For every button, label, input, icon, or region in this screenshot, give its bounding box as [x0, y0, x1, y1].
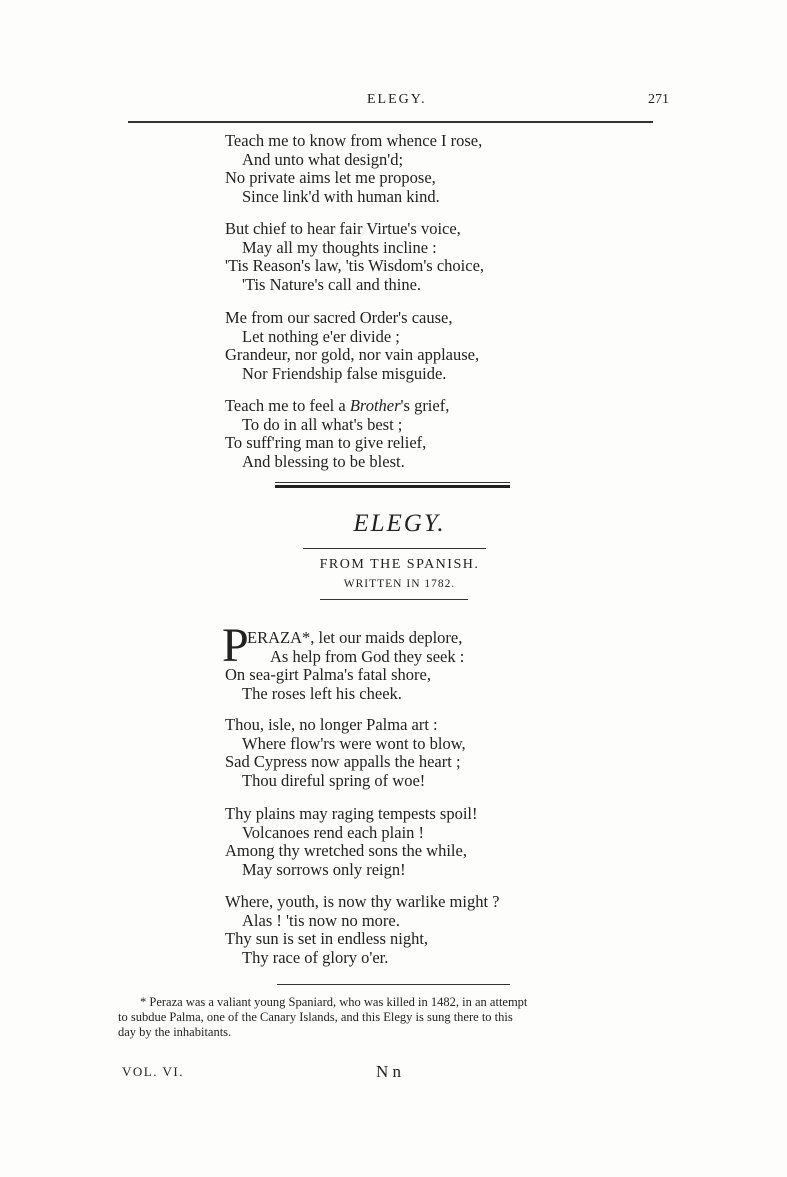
verse-line: 'Tis Nature's call and thine. — [242, 274, 422, 294]
elegy-title: ELEGY. — [353, 510, 446, 537]
title-rule — [320, 599, 468, 600]
poem-stanza — [225, 132, 482, 206]
footnote — [118, 995, 527, 1040]
verse-line: Where, youth, is now thy warlike might ? — [225, 892, 500, 911]
verse-line: On sea-girt Palma's fatal shore, — [225, 665, 431, 684]
verse-line: No private aims let me propose, — [225, 168, 436, 187]
poem-stanza — [225, 220, 484, 294]
poem-stanza — [225, 397, 449, 471]
verse-line: To do in all what's best ; — [242, 414, 403, 434]
verse-line: Thou, isle, no longer Palma art : — [225, 715, 438, 734]
title-rule — [303, 548, 486, 549]
verse-text: 's grief, — [400, 396, 450, 415]
elegy-stanza — [225, 716, 466, 790]
verse-line: But chief to hear fair Virtue's voice, — [225, 219, 461, 238]
section-divider — [275, 482, 510, 488]
header-rule — [128, 121, 653, 123]
verse-line: May all my thoughts incline : — [242, 237, 437, 257]
verse-line: The roses left his cheek. — [242, 683, 402, 703]
verse-line: Volcanoes rend each plain ! — [242, 822, 425, 842]
verse-line: Among thy wretched sons the while, — [225, 841, 467, 860]
footnote-rule — [277, 984, 510, 985]
verse-line: Thy sun is set in endless night, — [225, 929, 429, 948]
running-head: ELEGY. — [367, 92, 427, 107]
verse-line: Nor Friendship false misguide. — [242, 363, 447, 383]
verse-line: May sorrows only reign! — [242, 859, 406, 879]
page-number: 271 — [648, 92, 669, 107]
verse-line: ERAZA*, let our maids deplore, — [247, 628, 463, 647]
written-date: WRITTEN IN 1782. — [343, 578, 456, 590]
elegy-subtitle: FROM THE SPANISH. — [319, 557, 480, 572]
verse-line: 'Tis Reason's law, 'tis Wisdom's choice, — [225, 256, 485, 275]
elegy-stanza — [225, 893, 499, 967]
verse-line: And blessing to be blest. — [242, 451, 405, 471]
verse-line: Since link'd with human kind. — [242, 186, 440, 206]
verse-line: Me from our sacred Order's cause, — [225, 308, 453, 327]
verse-line: Thy race of glory o'er. — [242, 947, 389, 967]
verse-line: Thy plains may raging tempests spoil! — [225, 804, 478, 823]
verse-line: Alas ! 'tis now no more. — [242, 910, 400, 930]
elegy-stanza — [225, 805, 478, 879]
elegy-stanza — [225, 629, 464, 703]
footnote-line: to subdue Palma, one of the Canary Islands, and this Elegy is sung there to this — [118, 1010, 513, 1024]
verse-line: And unto what design'd; — [242, 149, 404, 169]
footnote-line: day by the inhabitants. — [118, 1025, 232, 1039]
verse-line: Teach me to know from whence I rose, — [225, 131, 483, 150]
verse-line: Thou direful spring of woe! — [242, 770, 426, 790]
verse-text: Teach me to feel a — [225, 396, 350, 415]
page-header — [0, 92, 787, 116]
volume-label: VOL. VI. — [122, 1064, 184, 1079]
verse-line: Sad Cypress now appalls the heart ; — [225, 752, 461, 771]
italic-word: Brother — [349, 396, 401, 415]
drop-cap: P — [222, 619, 249, 672]
footnote-line: * Peraza was a valiant young Spaniard, who was killed in 1482, in an attempt — [140, 995, 528, 1009]
verse-line: Where flow'rs were wont to blow, — [242, 733, 466, 753]
verse-line — [225, 397, 449, 416]
verse-line: Grandeur, nor gold, nor vain applause, — [225, 345, 480, 364]
verse-line: Let nothing e'er divide ; — [242, 326, 400, 346]
verse-line: As help from God they seek : — [270, 646, 465, 666]
signature-mark: N n — [376, 1062, 402, 1081]
verse-line: To suff'ring man to give relief, — [225, 433, 427, 452]
poem-stanza — [225, 309, 479, 383]
